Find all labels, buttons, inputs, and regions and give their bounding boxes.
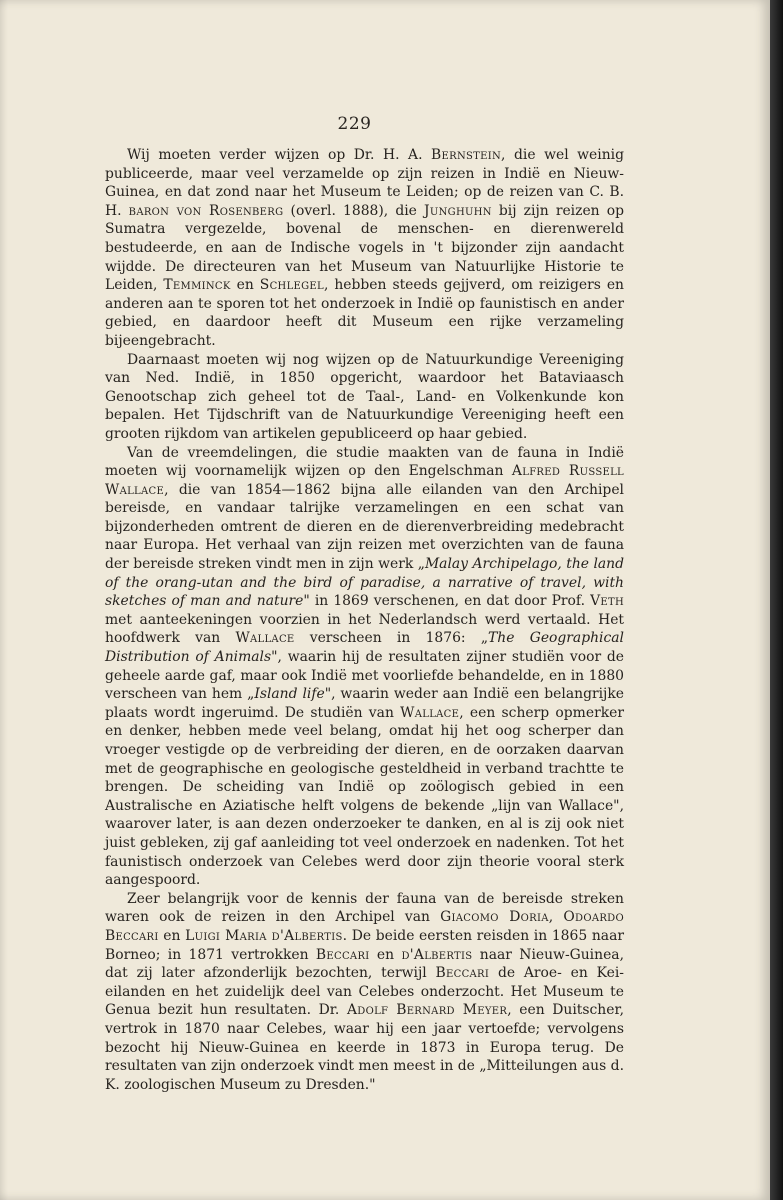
text-run: Zeer belangrijk voor de kennis der fauna van de bereisde streken waren ook de reizen in den Archipel van bbox=[105, 890, 624, 926]
name-smallcaps: Luigi Maria d'Albertis bbox=[185, 927, 343, 944]
paragraph bbox=[105, 890, 624, 1095]
text-run: , hebben steeds gejjverd, om reizigers en anderen aan te sporen tot het onderzoek in Indië op faunistisch en ander gebied, en daardoor heeft dit Museum een rijke verzameling bijeengebracht. bbox=[105, 277, 624, 349]
text-run: , bbox=[548, 909, 564, 926]
title-italic: Island life bbox=[254, 686, 325, 703]
text-run: Van de vreemdelingen, die studie maakten van de fauna in Indië moeten wij voornamelijk wijzen op den Engelschman bbox=[105, 444, 624, 480]
title-italic: The Geographical Distribution of Animals bbox=[105, 630, 624, 666]
text-run: en bbox=[158, 927, 186, 944]
text-run: " in 1869 verschenen, en dat door Prof. bbox=[303, 593, 591, 610]
name-smallcaps: Adolf Bernard Meyer bbox=[346, 1002, 508, 1019]
body-text bbox=[105, 146, 624, 1094]
page-edge bbox=[770, 0, 783, 1200]
name-smallcaps: Temminck bbox=[163, 277, 231, 294]
text-run: Wij moeten verder wijzen op Dr. H. A. bbox=[127, 147, 432, 163]
title-italic: Malay Archipelago, the land of the orang-utan and the bird of paradise, a narrative of travel, with sketches of man and nature bbox=[105, 556, 625, 610]
text-run: , die van 1854—1862 bijna alle eilanden van den Archipel bereisde, en vandaar talrijke verzamelingen en een schat van bijzonderheden omtrent de dieren en de dierenverbreiding medebracht naar Europa. Het verhaal van zijn reizen met overzichten van de fauna der bereisde streken vindt men in zijn werk „ bbox=[105, 481, 624, 573]
text-run: de Aroe- en Kei-eilanden en het zuidelijk deel van Celebes onderzocht. Het Museum te Genua bezit hun resultaten. Dr. bbox=[105, 965, 624, 1019]
page-gutter-shadow bbox=[0, 0, 8, 1200]
name-smallcaps: Beccari bbox=[435, 965, 490, 982]
text-run: en bbox=[230, 277, 260, 294]
text-run: . De beide eersten reisden in 1865 naar Borneo; in 1871 vertrokken bbox=[105, 927, 624, 963]
text-run: (overl. 1888), die bbox=[283, 202, 425, 219]
paragraph bbox=[105, 444, 624, 890]
name-smallcaps: Veth bbox=[590, 593, 624, 610]
name-smallcaps: Bernstein bbox=[431, 147, 502, 163]
name-smallcaps: Alfred Russell Wallace bbox=[105, 463, 624, 498]
text-run: , een Duitscher, vertrok in 1870 naar Celebes, waar hij een jaar vertoefde; vervolgens bezocht hij Nieuw-Guinea en keerde in 1873 in Europa terug. De resultaten van zijn onderzoek vindt men meest in de „Mitteilungen aus d. K. zoologischen Museum zu Dresden." bbox=[105, 1002, 624, 1093]
text-run: bij zijn reizen op Sumatra vergezelde, bovenal de menschen- en dierenwereld bestudeerde, en aan de Indische vogels in 't bijzonder zijn aandacht wijdde. De directeuren van het Museum van Natuurlijke Historie te Leiden, bbox=[105, 202, 624, 294]
name-smallcaps: Wallace bbox=[235, 630, 295, 647]
text-run: ", waarin hij de resultaten zijner studiën voor de geheele aarde gaf, maar ook Indië met voorliefde behandelde, en in 1880 verscheen van hem „ bbox=[105, 649, 624, 703]
text-run: , die wel weinig publiceerde, maar veel verzamelde op zijn reizen in Indië en Nieuw-Guinea, en dat zond naar het Museum te Leiden; op de reizen van C. B. H. bbox=[105, 147, 624, 219]
text-run: Daarnaast moeten wij nog wijzen op de Natuurkundige Vereeniging van Ned. Indië, in 1850 opgericht, waardoor het Bataviaasch Genootschap zich geheel tot de Taal-, Land- en Volkenkunde kon bepalen. Het Tijdschrift van de Natuurkundige Vereeniging heeft een grooten rijkdom van artikelen gepubliceerd op haar gebied. bbox=[105, 351, 624, 442]
text-run: met aanteekeningen voorzien in het Nederlandsch werd vertaald. Het hoofdwerk van bbox=[105, 611, 624, 647]
text-run: naar Nieuw-Guinea, dat zij later afzonderlijk bezochten, terwijl bbox=[105, 946, 624, 982]
name-smallcaps: Schlegel bbox=[259, 277, 324, 294]
name-smallcaps: d'Albertis bbox=[401, 946, 473, 963]
text-run: en bbox=[369, 946, 402, 963]
name-smallcaps: Junghuhn bbox=[424, 202, 492, 219]
text-run: ", waarin weder aan Indië een belangrijke plaats wordt ingeruimd. De studiën van bbox=[105, 686, 624, 721]
page-number: 229 bbox=[337, 114, 372, 134]
name-smallcaps: baron von Rosenberg bbox=[128, 202, 284, 219]
name-smallcaps: Giacomo Doria bbox=[440, 909, 549, 926]
name-smallcaps: Odoardo Beccari bbox=[105, 909, 624, 944]
paragraph bbox=[105, 351, 624, 444]
name-smallcaps: Wallace bbox=[400, 704, 460, 721]
paragraph bbox=[105, 146, 624, 351]
text-run: verscheen in 1876: „ bbox=[294, 630, 489, 647]
text-run: , een scherp opmerker en denker, hebben mede veel belang, omdat hij het oog scherper dan vroeger vestigde op de verbreiding der dieren, en de oorzaken daarvan met de geographische en geologische gesteldheid in verband trachtte te brengen. De scheiding van Indië op zoölogisch gebied in een Australische en Aziatische helft volgens de bekende „lijn van Wallace", waarover later, is aan dezen onderzoeker te danken, en al is zij ook niet juist gebleken, zij gaf aanleiding tot veel onderzoek en nadenken. Tot het faunistisch onderzoek van Celebes werd door zijn theorie vooral sterk aangespoord. bbox=[105, 704, 624, 889]
name-smallcaps: Beccari bbox=[315, 946, 370, 963]
